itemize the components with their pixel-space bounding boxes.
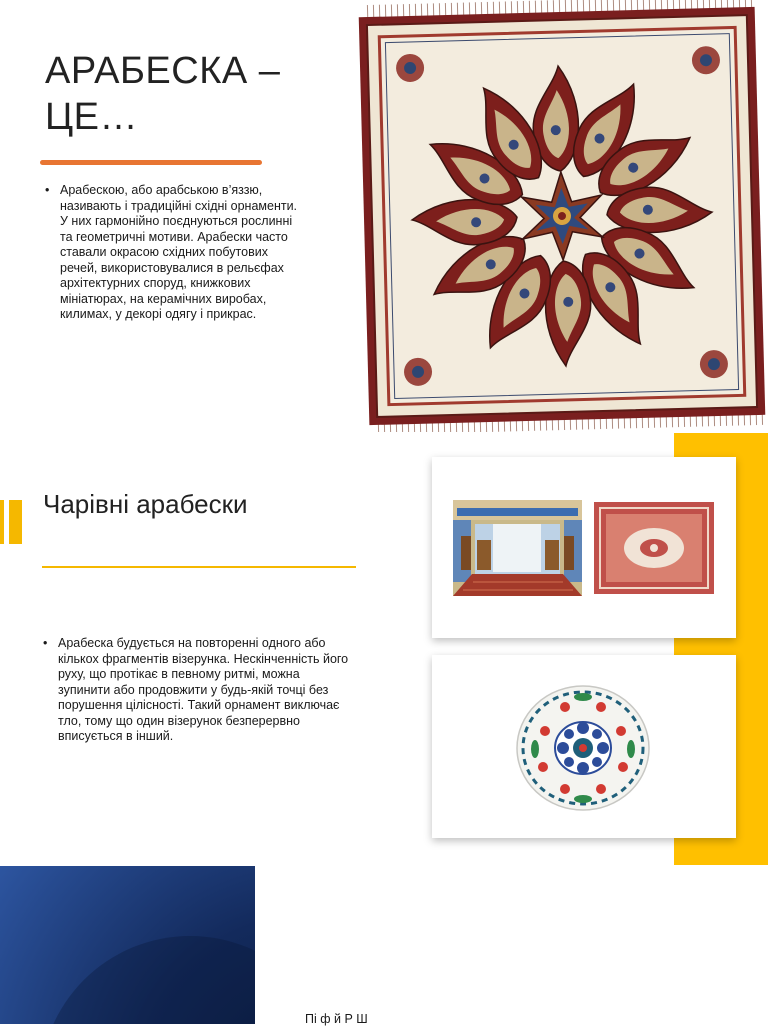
photo-card-bottom [432,655,736,838]
slide1-title: АРАБЕСКА – ЦЕ… [45,50,281,138]
bullet-dot: • [45,183,50,197]
slide2-title: Чарівні арабески [43,489,248,519]
slide1-title-underline [40,160,262,165]
bullet-dot: • [43,636,48,650]
slide1-bullet-text: Арабескою, або арабською в’яззю, називають і традиційні східні орнаменти. У них гармонійно поєднуються рослинні та геометричні мотиви. Арабески часто ставали окрасою східних побутових речей, використовувалися в рельєфах архітектурних споруд, книжкових мініатюрах, на керамічних виробах, килимах, у декорі одягу і прикрас. [60,183,298,321]
slide2-bullet-text: Арабеска будується на повторенні одного або кількох фрагментів візерунка. Нескінченність його руху, що протікає в певному ритмі, можна зупинити або продовжити у будь-якій точці без порушення цілісності. Такий орнамент виключає тло, тому що один візерунок безперервно вписується в інший. [58,636,349,743]
photo-card-top [432,457,736,638]
slide3-blue-panel [0,866,255,1024]
slide3-partial-text: Пі ф й Р Ш [305,1012,368,1026]
slide2-title-underline [42,566,356,568]
iznik-plate-image [515,681,651,811]
slide1-bullet [45,183,307,323]
slide2-bullet [43,636,355,745]
persian-carpet-image [592,500,716,596]
decorative-arc [40,936,255,1024]
paisley-textile-image [358,0,768,432]
slide2-accent-bars [0,500,22,544]
mosque-interior-image [453,500,582,596]
